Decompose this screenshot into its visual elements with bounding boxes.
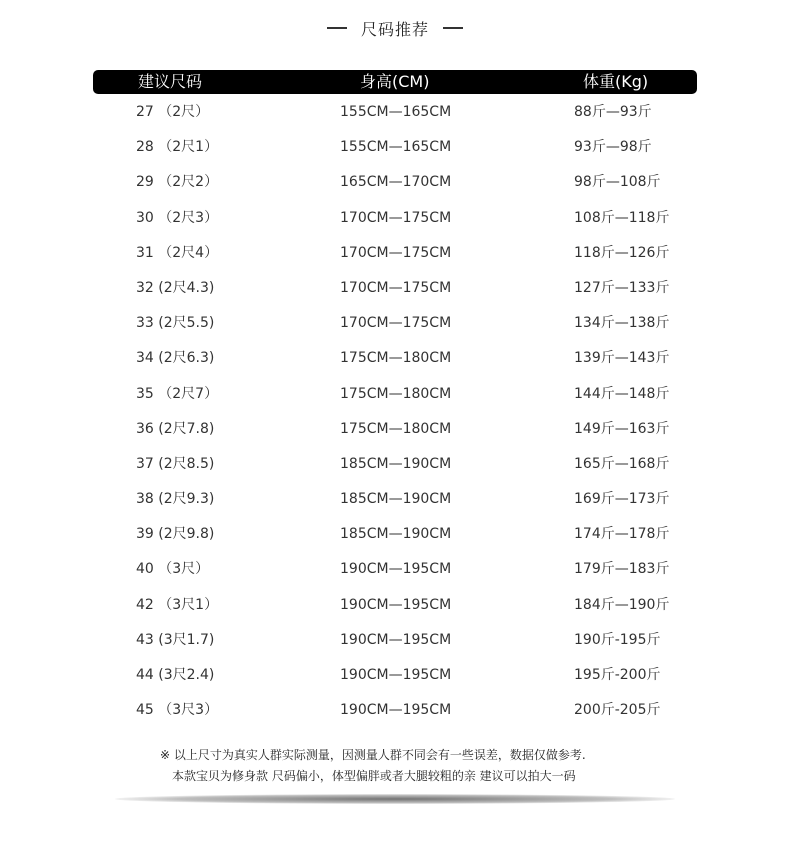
height-cell: 175CM—180CM	[340, 350, 452, 367]
size-table-body	[0, 95, 790, 728]
table-row	[0, 201, 790, 236]
size-table-header	[93, 70, 697, 94]
weight-cell: 108斤—118斤	[574, 209, 670, 226]
table-row	[0, 341, 790, 376]
table-row	[0, 165, 790, 200]
size-cell: 28 （2尺1）	[136, 139, 219, 156]
weight-cell: 139斤—143斤	[574, 350, 670, 367]
size-cell: 33 (2尺5.5)	[136, 315, 215, 332]
table-row	[0, 377, 790, 412]
table-row	[0, 306, 790, 341]
weight-cell: 88斤—93斤	[574, 104, 652, 120]
size-cell: 30 （2尺3）	[136, 209, 219, 226]
weight-cell: 144斤—148斤	[574, 385, 670, 402]
size-cell: 40 （3尺）	[136, 561, 210, 578]
height-cell: 190CM—195CM	[340, 561, 452, 578]
size-cell: 45 （3尺3）	[136, 702, 219, 719]
size-cell: 32 (2尺4.3)	[136, 279, 215, 296]
height-cell: 190CM—195CM	[340, 702, 452, 719]
size-cell: 34 (2尺6.3)	[136, 350, 215, 367]
weight-cell: 165斤—168斤	[574, 455, 670, 472]
size-cell: 36 (2尺7.8)	[136, 420, 215, 437]
table-row	[0, 693, 790, 728]
title-left-rule	[327, 27, 347, 29]
size-cell: 42 （3尺1）	[136, 596, 219, 613]
section-title	[0, 14, 790, 42]
size-cell: 39 (2尺9.8)	[136, 526, 215, 543]
table-row	[0, 130, 790, 165]
bottom-shadow-divider	[115, 794, 675, 804]
table-row	[0, 95, 790, 130]
height-cell: 170CM—175CM	[340, 209, 452, 226]
weight-cell: 195斤-200斤	[574, 667, 661, 683]
weight-cell: 184斤—190斤	[574, 596, 670, 613]
height-cell: 170CM—175CM	[340, 279, 452, 296]
weight-cell: 169斤—173斤	[574, 491, 670, 508]
table-row	[0, 447, 790, 482]
weight-cell: 200斤-205斤	[574, 702, 661, 719]
height-cell: 170CM—175CM	[340, 244, 452, 261]
table-row	[0, 236, 790, 271]
height-cell: 175CM—180CM	[340, 420, 452, 437]
height-cell: 165CM—170CM	[340, 174, 452, 191]
size-cell: 29 （2尺2）	[136, 174, 219, 191]
size-cell: 31 （2尺4）	[136, 244, 219, 261]
size-cell: 27 （2尺）	[136, 104, 210, 120]
table-row	[0, 517, 790, 552]
weight-cell: 174斤—178斤	[574, 526, 670, 543]
weight-cell: 190斤-195斤	[574, 631, 661, 648]
weight-cell: 98斤—108斤	[574, 174, 661, 191]
height-cell: 185CM—190CM	[340, 526, 452, 543]
size-cell: 44 (3尺2.4)	[136, 667, 215, 683]
weight-cell: 149斤—163斤	[574, 420, 670, 437]
weight-cell: 127斤—133斤	[574, 279, 670, 296]
size-cell: 43 (3尺1.7)	[136, 631, 215, 648]
height-cell: 155CM—165CM	[340, 104, 452, 120]
size-cell: 35 （2尺7）	[136, 385, 219, 402]
header-height: 身高(CM)	[360, 72, 430, 91]
weight-cell: 179斤—183斤	[574, 561, 670, 578]
height-cell: 185CM—190CM	[340, 491, 452, 508]
height-cell: 190CM—195CM	[340, 631, 452, 648]
weight-cell: 93斤—98斤	[574, 139, 652, 156]
table-row	[0, 623, 790, 658]
height-cell: 190CM—195CM	[340, 596, 452, 613]
table-row	[0, 588, 790, 623]
table-row	[0, 552, 790, 587]
header-size: 建议尺码	[138, 72, 203, 91]
table-row	[0, 658, 790, 693]
page-title: 尺码推荐	[360, 19, 429, 39]
title-right-rule	[443, 27, 463, 29]
measurement-disclaimer: ※ 以上尺寸为真实人群实际测量，因测量人群不同会有一些误差，数据仅做参考.	[160, 748, 586, 762]
height-cell: 175CM—180CM	[340, 385, 452, 402]
table-row	[0, 482, 790, 517]
weight-cell: 134斤—138斤	[574, 315, 670, 332]
height-cell: 170CM—175CM	[340, 315, 452, 332]
height-cell: 155CM—165CM	[340, 139, 452, 156]
table-row	[0, 271, 790, 306]
fit-advice: 本款宝贝为修身款 尺码偏小，体型偏胖或者大腿较粗的亲 建议可以拍大一码	[172, 769, 576, 783]
table-row	[0, 412, 790, 447]
size-cell: 38 (2尺9.3)	[136, 491, 215, 508]
height-cell: 190CM—195CM	[340, 667, 452, 683]
height-cell: 185CM—190CM	[340, 455, 452, 472]
size-cell: 37 (2尺8.5)	[136, 455, 215, 472]
header-weight: 体重(Kg)	[583, 72, 649, 91]
weight-cell: 118斤—126斤	[574, 244, 670, 261]
